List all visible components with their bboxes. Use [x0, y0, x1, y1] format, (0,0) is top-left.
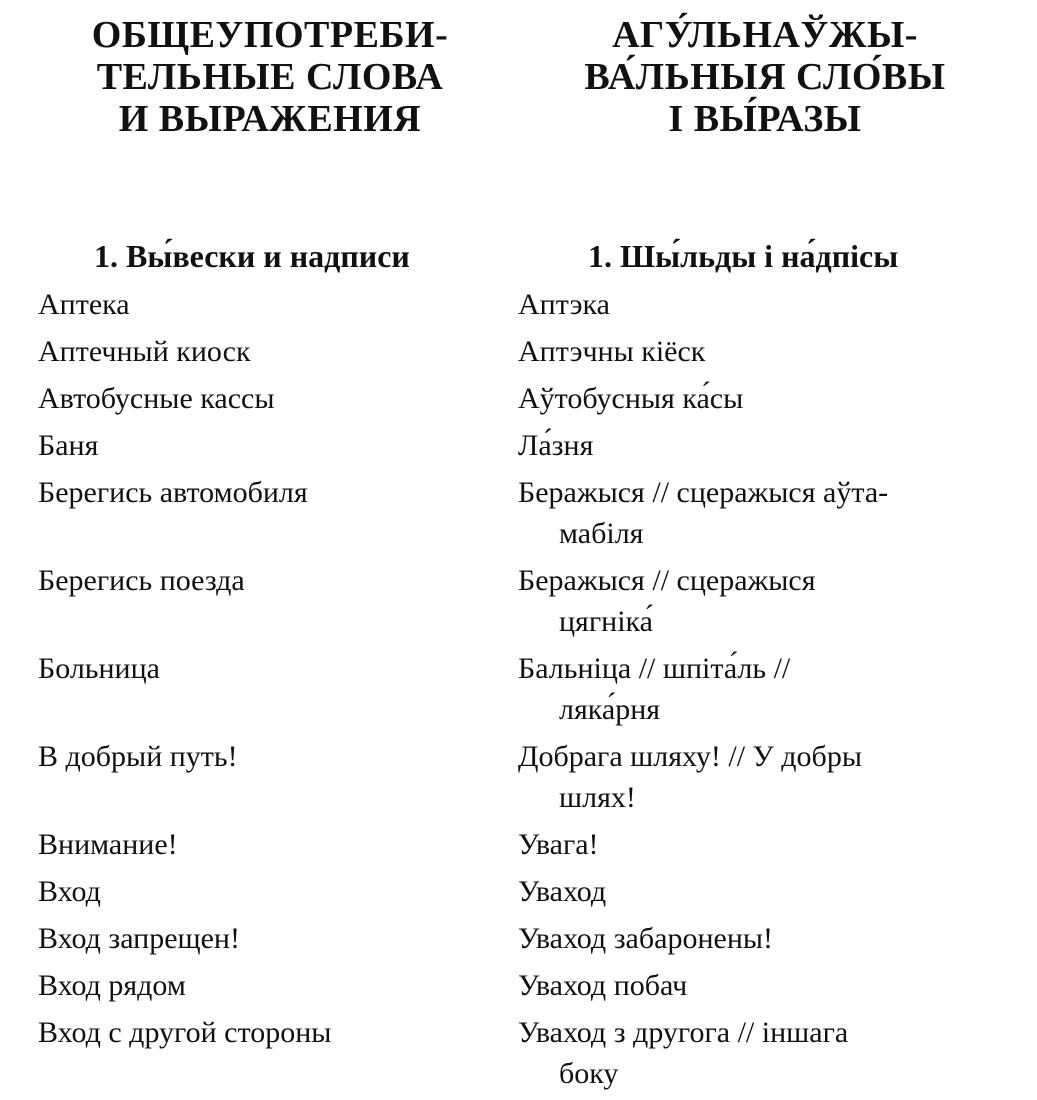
belarusian-entry: [518, 918, 998, 965]
russian-heading-line: ОБЩЕУПОТРЕБИ-: [91, 14, 449, 56]
entry-line: Бальніца // шпіта́ль //: [518, 652, 791, 685]
belarusian-section-title: 1. Шы́льды і на́дпісы: [588, 238, 899, 274]
russian-entry: Аптечный киоск: [38, 335, 251, 368]
belarusian-entry: [518, 824, 998, 871]
russian-entry: Берегись автомобиля: [38, 476, 308, 509]
belarusian-heading-line: І ВЫ́РАЗЫ: [668, 98, 862, 140]
russian-section-title: 1. Вы́вески и надписи: [94, 238, 410, 274]
belarusian-entry: [518, 1012, 998, 1100]
russian-entry: Вход рядом: [38, 969, 186, 1002]
belarusian-heading: [500, 14, 1030, 140]
russian-entry: Баня: [38, 429, 99, 462]
entry-line: Ла́зня: [518, 429, 594, 462]
russian-heading: [0, 14, 540, 140]
belarusian-entry: [518, 378, 998, 425]
entry-line: Уваход забаронены!: [518, 922, 774, 955]
russian-entry: Вход: [38, 875, 101, 908]
russian-entry: Берегись поезда: [38, 564, 245, 597]
entry-line: Аптэка: [518, 288, 610, 321]
entry-continuation: боку: [559, 1057, 619, 1090]
entry-continuation: шлях!: [559, 781, 636, 814]
entry-continuation: мабіля: [559, 517, 644, 550]
russian-entry: Внимание!: [38, 828, 178, 861]
belarusian-entry: [518, 648, 998, 736]
belarusian-entry: [518, 284, 998, 331]
belarusian-entry: [518, 425, 998, 472]
entry-line: Уваход з другога // іншага: [518, 1016, 849, 1049]
entry-line: Уваход: [518, 875, 607, 908]
russian-heading-line: И ВЫРАЖЕНИЯ: [118, 98, 422, 140]
belarusian-entry: [518, 736, 998, 824]
russian-entry-list: [38, 284, 498, 1100]
entry-line: Аптэчны кіёск: [518, 335, 706, 368]
entry-continuation: цягніка́: [559, 605, 653, 638]
russian-entry: Больница: [38, 652, 160, 685]
belarusian-entry: [518, 871, 998, 918]
belarusian-heading-line: ВА́ЛЬНЫЯ СЛО́ВЫ: [584, 56, 946, 98]
belarusian-entry: [518, 331, 998, 378]
entry-line: Увага!: [518, 828, 599, 861]
entry-line: Уваход побач: [518, 969, 688, 1002]
belarusian-entry: [518, 472, 998, 560]
russian-entry: Вход с другой стороны: [38, 1016, 332, 1049]
russian-heading-line: ТЕЛЬНЫЕ СЛОВА: [96, 56, 444, 98]
belarusian-entry: [518, 965, 998, 1012]
russian-entry: Автобусные кассы: [38, 382, 275, 415]
entry-line: Добрага шляху! // У добры: [518, 740, 862, 773]
russian-entry: Аптека: [38, 288, 130, 321]
entry-line: Аўтобусныя ка́сы: [518, 382, 744, 415]
entry-continuation: ляка́рня: [559, 693, 661, 726]
entry-line: Беражыся // сцеражыся: [518, 564, 816, 597]
belarusian-entry-list: [518, 284, 998, 1100]
entry-line: Беражыся // сцеражыся аўта-: [518, 476, 889, 509]
belarusian-entry: [518, 560, 998, 648]
russian-entry: В добрый путь!: [38, 740, 238, 773]
russian-entry: Вход запрещен!: [38, 922, 240, 955]
belarusian-heading-line: АГУ́ЛЬНАЎЖЫ-: [612, 14, 918, 56]
